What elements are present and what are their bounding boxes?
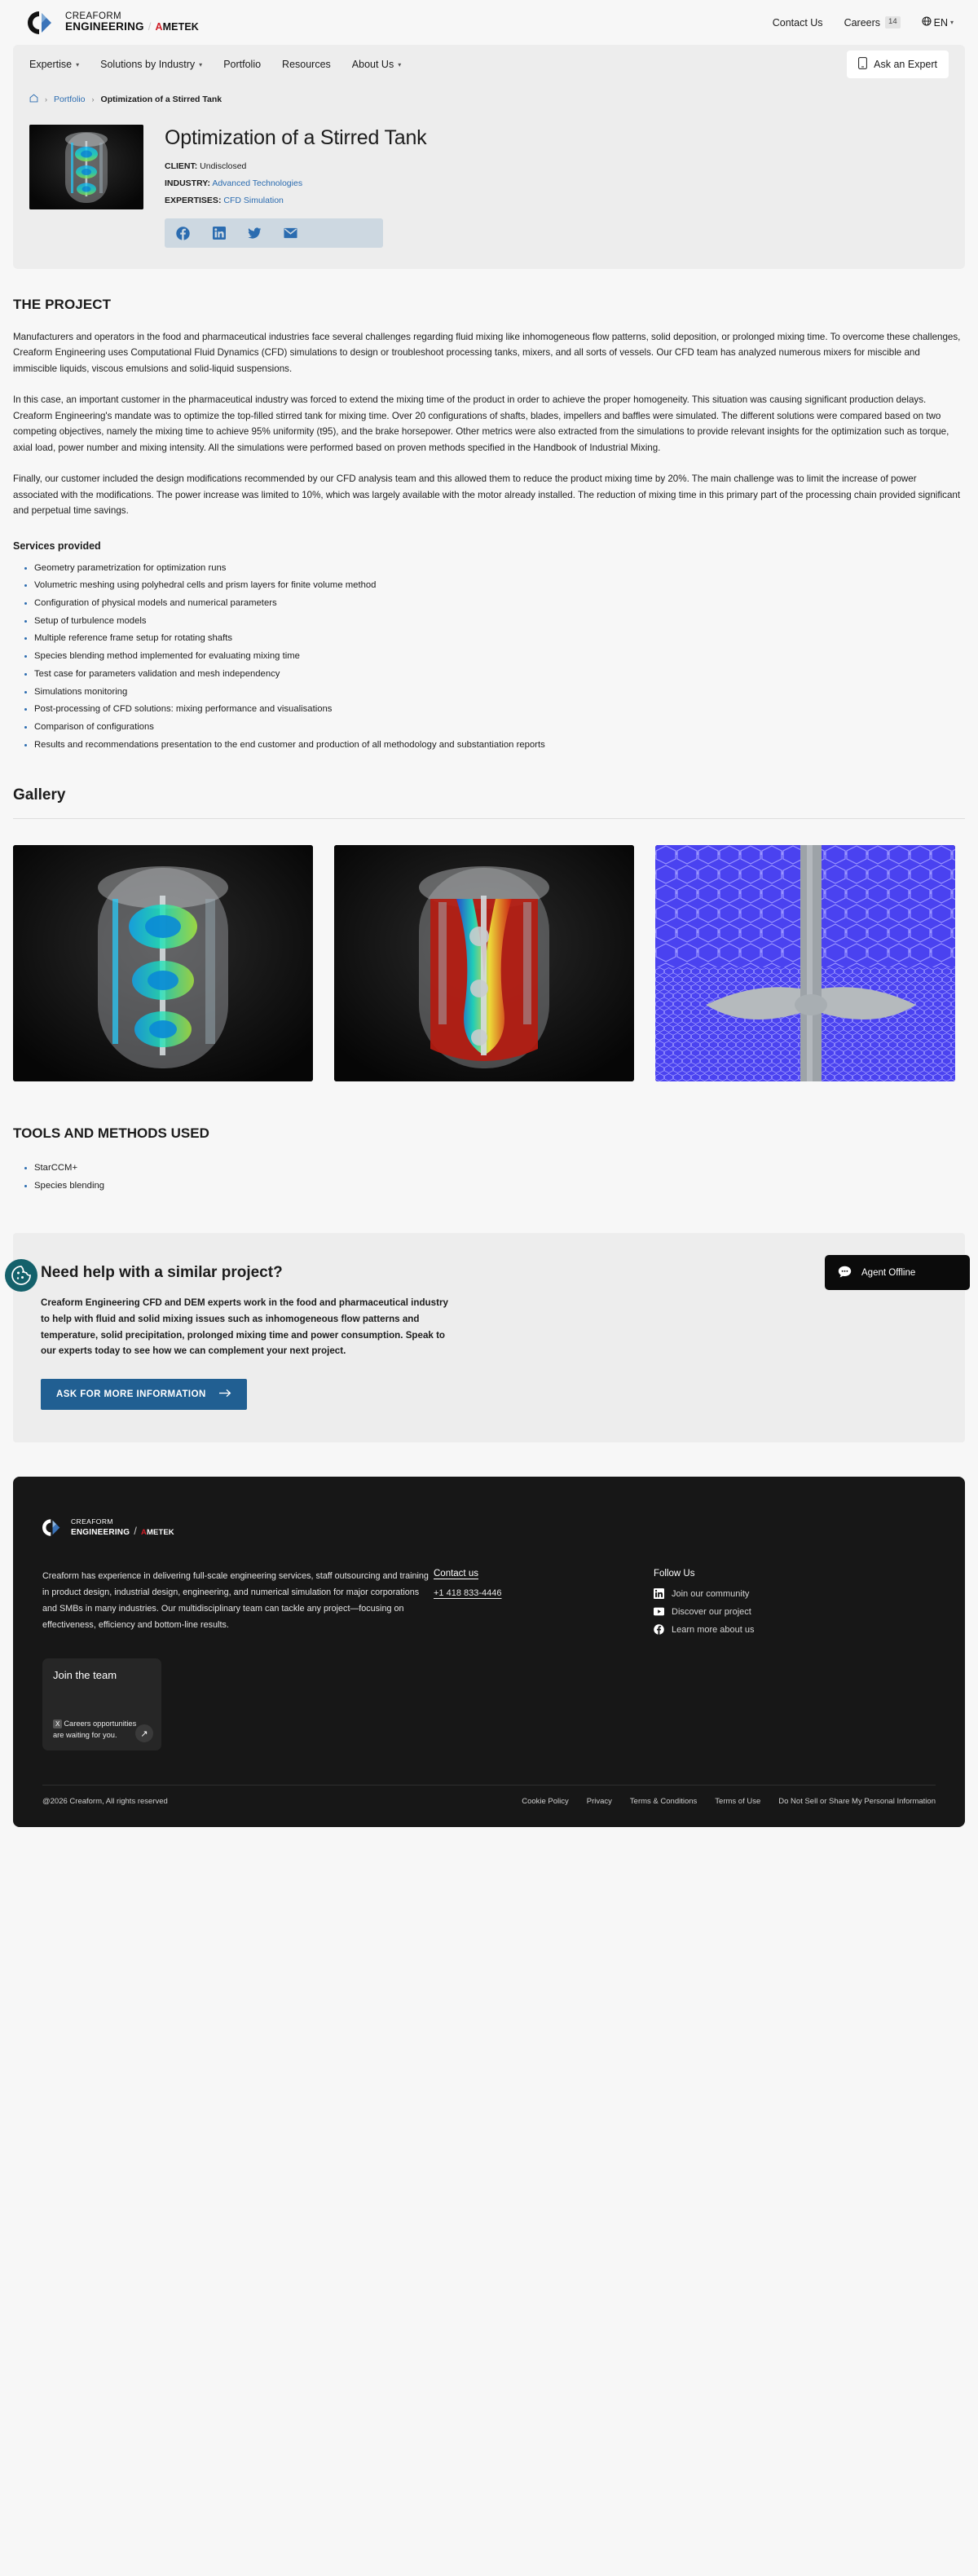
footer-phone-link[interactable]: +1 418 833-4446: [434, 1588, 502, 1599]
creaform-logo-icon: [28, 9, 59, 37]
ametek-rest: METEK: [162, 21, 199, 33]
footer-follow-linkedin[interactable]: [654, 1588, 923, 1599]
chevron-down-icon: ▾: [949, 19, 954, 26]
email-icon[interactable]: [284, 227, 297, 240]
tools-list: [13, 1160, 965, 1195]
top-right-links: [773, 16, 954, 29]
meta-client: [165, 161, 426, 171]
ametek-wordmark: [156, 22, 199, 33]
agent-status-label: Agent Offline: [861, 1267, 916, 1278]
facebook-icon[interactable]: [176, 227, 190, 240]
join-the-team-text: [53, 1719, 138, 1741]
cta-heading: Need help with a similar project?: [41, 1263, 283, 1281]
footer-about-text: Creaform has experience in delivering full-scale engineering services, staff outsourcing and training in product design, industrial design, engineering, and numerical simulation for major corporations and SMBs in many industries. Our multidisciplinary team can tackle any project—focusing on effectiveness, efficiency and bottom-line results.: [42, 1571, 429, 1631]
footer-bottom-bar: [42, 1785, 936, 1827]
section-title-the-project: THE PROJECT: [13, 297, 112, 312]
copyright-text: @2026 Creaform, All rights reserved: [42, 1797, 168, 1807]
ask-for-more-information-button[interactable]: [41, 1379, 247, 1410]
footer-follow-facebook[interactable]: [654, 1624, 923, 1635]
arrow-up-right-icon[interactable]: ↗: [135, 1724, 153, 1742]
meta-expertises: [165, 196, 426, 205]
top-utility-bar: [0, 0, 978, 45]
meta-client-label: CLIENT:: [165, 161, 198, 171]
services-provided-list: [13, 560, 965, 755]
legal-links: [522, 1797, 936, 1806]
join-the-team-copy: Careers opportunities are waiting for you.: [53, 1720, 137, 1739]
join-the-team-card[interactable]: [42, 1658, 161, 1750]
footer-contact-heading[interactable]: Contact us: [434, 1569, 478, 1579]
footer-logo-line-1: CREAFORM: [71, 1517, 113, 1526]
careers-label: Careers: [844, 16, 881, 29]
home-icon[interactable]: [29, 94, 38, 105]
careers-link[interactable]: [844, 16, 901, 28]
chevron-down-icon: ▾: [199, 60, 203, 68]
list-item: Multiple reference frame setup for rotating shafts: [24, 630, 965, 648]
gallery-image-velocity-field[interactable]: [13, 845, 313, 1081]
list-item: Geometry parametrization for optimization runs: [24, 560, 965, 578]
gallery-title: Gallery: [13, 786, 66, 804]
footer-follow-label: Learn more about us: [672, 1624, 755, 1635]
list-item: Volumetric meshing using polyhedral cells and prism layers for finite volume method: [24, 577, 965, 595]
meta-industry-label: INDUSTRY:: [165, 178, 210, 188]
footer-follow-label: Discover our project: [672, 1606, 751, 1617]
logo-line-2: ENGINEERING: [65, 20, 144, 33]
careers-count-badge: X: [53, 1720, 62, 1728]
chevron-down-icon: ▾: [398, 60, 402, 68]
footer-ametek-rest: METEK: [147, 1528, 174, 1538]
cta-button-label: ASK FOR MORE INFORMATION: [56, 1389, 206, 1400]
language-label: EN: [933, 16, 948, 29]
list-item: Species blending method implemented for evaluating mixing time: [24, 648, 965, 666]
gallery-header: [0, 754, 978, 804]
hero-thumbnail: [29, 125, 143, 209]
contact-us-link[interactable]: Contact Us: [772, 16, 823, 29]
nav-item-expertise[interactable]: [29, 59, 79, 70]
arrow-right-icon: [219, 1389, 231, 1400]
join-the-team-title: Join the team: [53, 1669, 117, 1682]
logo-line-1: CREAFORM: [65, 11, 122, 21]
cookie-icon[interactable]: [5, 1259, 37, 1292]
globe-icon: [922, 16, 932, 29]
list-item: Test case for parameters validation and mesh independency: [24, 666, 965, 684]
main-navigation: [13, 45, 965, 84]
footer-about-column: [42, 1569, 434, 1750]
project-paragraph-2: In this case, an important customer in the pharmaceutical industry was forced to extend the mixing time of the product in order to achieve the proper homogeneity. This situation was causing significant production delays. Creaform Engineering's mandate was to optimize the top-filled stirred tank for mixing time. Over 20 configurations of shafts, blades, impellers and baffles were simulated. The different solutions were compared based on two competing objectives, namely the mixing time to achieve 95% uniformity (t95), and the brake horsepower. Other metrics were also extracted from the simulations to provide relevant insights for the optimization such as torque, axial load, power number and mixing intensity. All the simulations were performed based on proven methods specified in the Handbook of Industrial Mixing.: [13, 394, 949, 453]
share-bar: [165, 218, 383, 248]
legal-link-cookie-policy[interactable]: Cookie Policy: [522, 1797, 569, 1807]
footer-ametek-a: A: [141, 1528, 147, 1538]
breadcrumb-separator: ›: [91, 95, 95, 103]
list-item: Species blending: [24, 1178, 965, 1196]
legal-link-terms-of-use[interactable]: Terms of Use: [715, 1797, 761, 1807]
footer-follow-column: [654, 1569, 923, 1750]
breadcrumb: [13, 84, 965, 117]
nav-label: Solutions by Industry: [100, 59, 196, 70]
careers-count-badge: 14: [885, 16, 901, 28]
chat-bubble-icon: [838, 1266, 852, 1280]
facebook-icon: [654, 1624, 664, 1635]
footer-ametek-wordmark: [141, 1529, 174, 1537]
services-provided-heading: Services provided: [13, 539, 101, 552]
project-article: [0, 269, 978, 754]
breadcrumb-current: Optimization of a Stirred Tank: [100, 95, 222, 104]
footer-logo-line-2: ENGINEERING: [71, 1528, 130, 1538]
meta-expertises-value[interactable]: CFD Simulation: [223, 196, 284, 205]
legal-link-do-not-sell[interactable]: Do Not Sell or Share My Personal Information: [778, 1797, 936, 1807]
project-paragraph-1: Manufacturers and operators in the food and pharmaceutical industries face several challenges regarding fluid mixing like inhomogeneous flow patterns, solid deposition, or prolonged mixing time. To overcome these challenges, Creaform Engineering uses Computational Fluid Dynamics (CFD) simulations to design or troubleshoot processing tanks, mixers, and all sorts of vessels. Our CFD team has analyzed numerous mixers for miscible and immiscible liquids, viscous emulsions and solid-liquid suspensions.: [13, 332, 961, 374]
ametek-a: A: [155, 21, 163, 33]
list-item: Simulations monitoring: [24, 684, 965, 702]
footer-follow-heading: Follow Us: [654, 1569, 695, 1579]
nav-item-portfolio[interactable]: [223, 59, 261, 70]
meta-expertises-label: EXPERTISES:: [165, 196, 222, 205]
list-item: Post-processing of CFD solutions: mixing performance and visualisations: [24, 701, 965, 719]
logo-separator: /: [148, 20, 152, 33]
linkedin-icon[interactable]: [212, 227, 226, 240]
cta-section: [13, 1233, 965, 1443]
nav-item-about-us[interactable]: [352, 59, 401, 70]
section-title-tools-and-methods: TOOLS AND METHODS USED: [13, 1125, 209, 1142]
footer-contact-column: [434, 1569, 654, 1750]
list-item: StarCCM+: [24, 1160, 965, 1178]
footer-logo-separator: /: [134, 1525, 138, 1538]
breadcrumb-separator: ›: [45, 95, 47, 103]
meta-industry-value[interactable]: Advanced Technologies: [212, 178, 303, 188]
youtube-icon: [654, 1606, 664, 1617]
project-paragraph-3: Finally, our customer included the design modifications recommended by our CFD analysis team and this allowed them to reduce the product mixing time by 20%. The main challenge was to limit the increase of power associated with the modifications. The power increase was limited to 10%, which was largely available with the motor already installed. The reduction of mixing time in this primary part of the processing chain provided significant and perpetual time savings.: [13, 473, 961, 517]
footer-logo[interactable]: [42, 1517, 936, 1538]
hero-body: [165, 125, 426, 248]
agent-status-widget[interactable]: [825, 1255, 970, 1290]
legal-link-terms-and-conditions[interactable]: Terms & Conditions: [629, 1797, 698, 1807]
list-item: Comparison of configurations: [24, 719, 965, 737]
gallery-grid: [0, 819, 978, 1081]
list-item: Setup of turbulence models: [24, 613, 965, 631]
chevron-down-icon: ▾: [76, 60, 80, 68]
nav-label: Expertise: [29, 59, 73, 70]
meta-industry: [165, 178, 426, 188]
tools-and-methods-section: [0, 1081, 978, 1195]
phone-icon: [858, 57, 867, 72]
footer-follow-label: Join our community: [672, 1588, 750, 1599]
nav-item-resources[interactable]: [282, 59, 331, 70]
twitter-icon[interactable]: [248, 227, 262, 240]
nav-item-solutions-by-industry[interactable]: [100, 59, 202, 70]
ask-an-expert-label: Ask an Expert: [874, 59, 937, 70]
language-selector[interactable]: [922, 16, 954, 29]
nav-label: About Us: [351, 59, 394, 70]
footer-follow-youtube[interactable]: [654, 1606, 923, 1617]
footer-columns: [42, 1569, 936, 1750]
nav-label: Portfolio: [223, 59, 262, 70]
cta-body: Creaform Engineering CFD and DEM experts work in the food and pharmaceutical industry to help with fluid and solid mixing issues such as inhomogeneous flow patterns and temperature, solid precipitation, prolonged mixing time and power consumption. Speak to our experts today to see how we can complement your next project.: [41, 1297, 448, 1357]
site-logo[interactable]: [28, 9, 199, 37]
list-item: Results and recommendations presentation to the end customer and production of all methodology and substantiation reports: [24, 737, 965, 755]
meta-client-value: Undisclosed: [200, 161, 247, 171]
nav-items: [29, 59, 401, 70]
site-footer: [13, 1477, 965, 1827]
legal-link-privacy[interactable]: Privacy: [586, 1797, 612, 1807]
breadcrumb-portfolio[interactable]: Portfolio: [54, 95, 86, 104]
linkedin-icon: [654, 1588, 664, 1599]
hero-section: [13, 117, 965, 269]
nav-label: Resources: [282, 59, 331, 70]
gallery-image-temperature-slice[interactable]: [334, 845, 634, 1081]
ask-an-expert-button[interactable]: [847, 51, 949, 78]
gallery-image-polyhedral-mesh[interactable]: [655, 845, 955, 1081]
list-item: Configuration of physical models and numerical parameters: [24, 595, 965, 613]
page-title: Optimization of a Stirred Tank: [165, 126, 427, 149]
